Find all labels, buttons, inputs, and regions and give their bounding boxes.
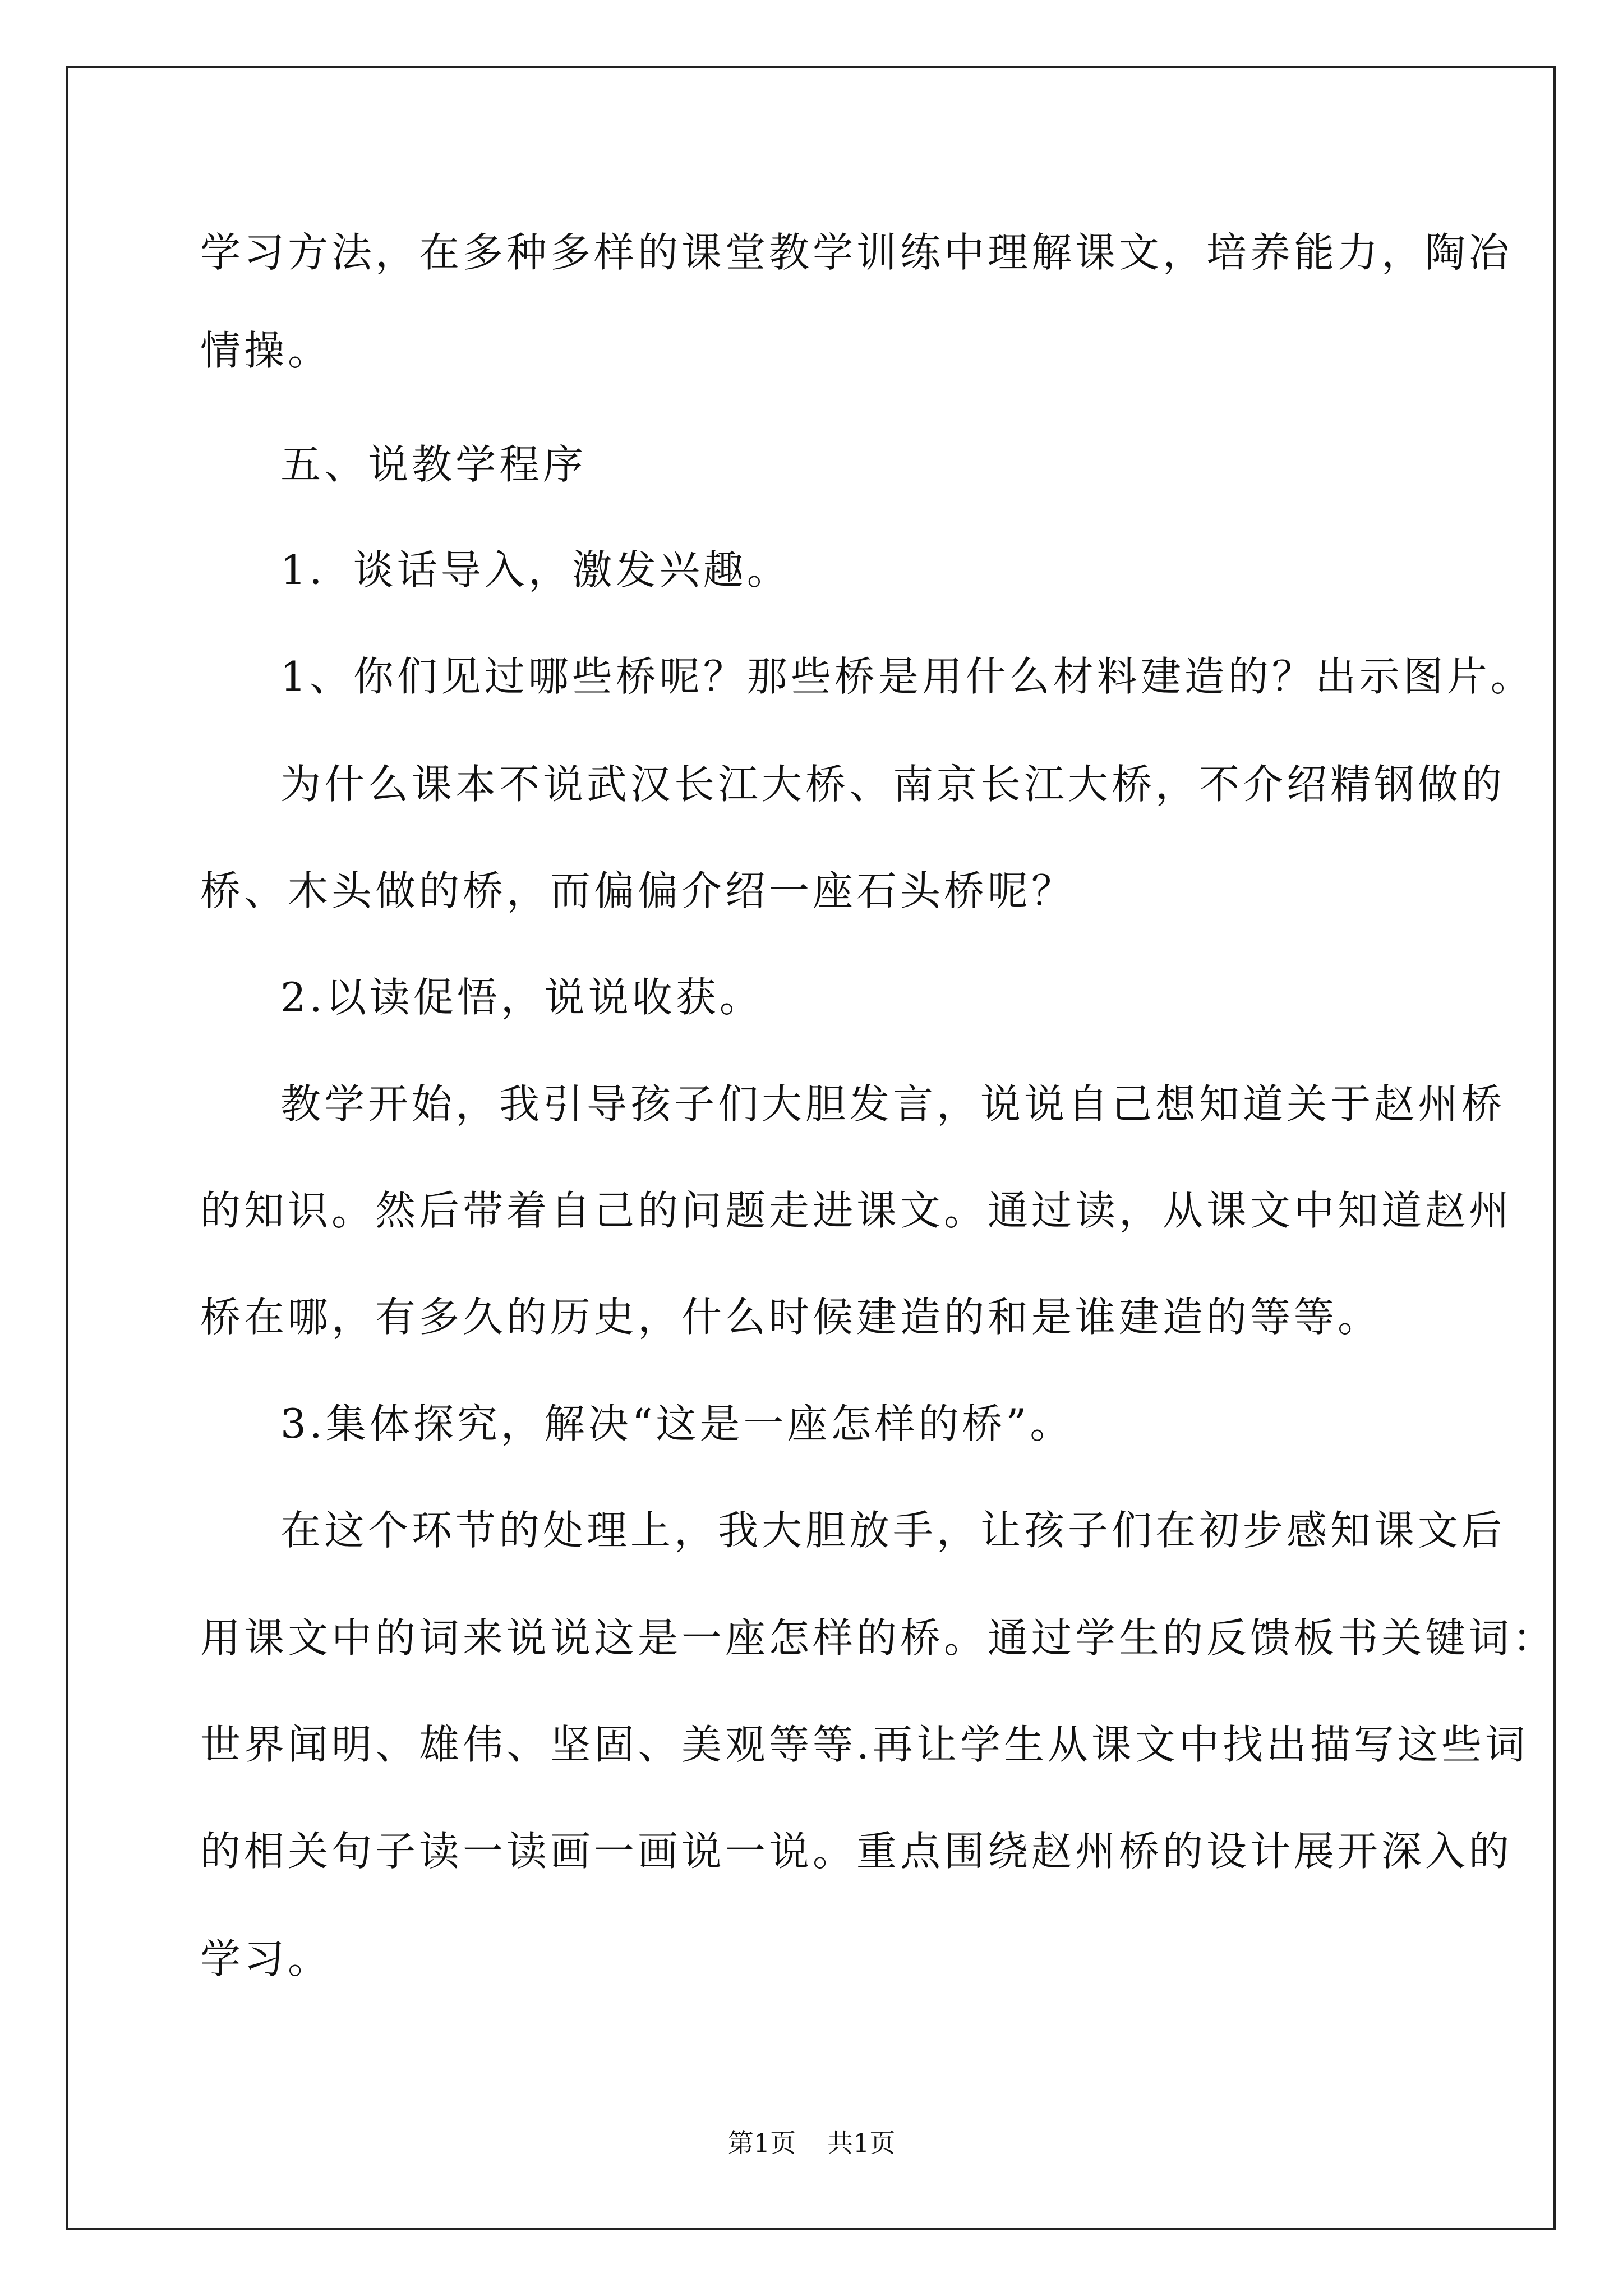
text-line: 桥在哪，有多久的历史，什么时候建造的和是谁建造的等等。 <box>200 1294 1382 1341</box>
text-line: 学习方法，在多种多样的课堂教学训练中理解课文，培养能力，陶冶 <box>200 229 1513 276</box>
page-number-total: 共1页 <box>827 2128 896 2158</box>
text-line: 的相关句子读一读画一画说一说。重点围绕赵州桥的设计展开深入的 <box>200 1828 1513 1875</box>
text-line: 在这个环节的处理上，我大胆放手，让孩子们在初步感知课文后 <box>280 1507 1506 1554</box>
text-line: 学习。 <box>200 1935 332 1982</box>
text-line: 用课文中的词来说说这是一座怎样的桥。通过学生的反馈板书关键词： <box>200 1614 1557 1662</box>
text-line: 的知识。然后带着自己的问题走进课文。通过读，从课文中知道赵州 <box>200 1187 1513 1234</box>
page-footer <box>0 2126 1623 2160</box>
page-number-current: 第1页 <box>727 2128 796 2158</box>
text-line: 2.以读促悟，说说收获。 <box>280 974 763 1021</box>
text-line: 1、你们见过哪些桥呢？那些桥是用什么材料建造的？出示图片。 <box>280 653 1534 700</box>
section-heading: 五、说教学程序 <box>280 441 587 488</box>
text-line: 情操。 <box>200 327 332 374</box>
text-line: 3.集体探究，解决“这是一座怎样的桥”。 <box>280 1400 1074 1447</box>
text-line: 世界闻明、雄伟、坚固、美观等等.再让学生从课文中找出描写这些词 <box>200 1721 1529 1768</box>
text-line: 1．谈话导入，激发兴趣。 <box>280 546 791 593</box>
text-line: 桥、木头做的桥，而偏偏介绍一座石头桥呢？ <box>200 867 1076 914</box>
text-line: 教学开始，我引导孩子们大胆发言，说说自己想知道关于赵州桥 <box>280 1080 1506 1128</box>
text-line: 为什么课本不说武汉长江大桥、南京长江大桥，不介绍精钢做的 <box>280 761 1506 808</box>
